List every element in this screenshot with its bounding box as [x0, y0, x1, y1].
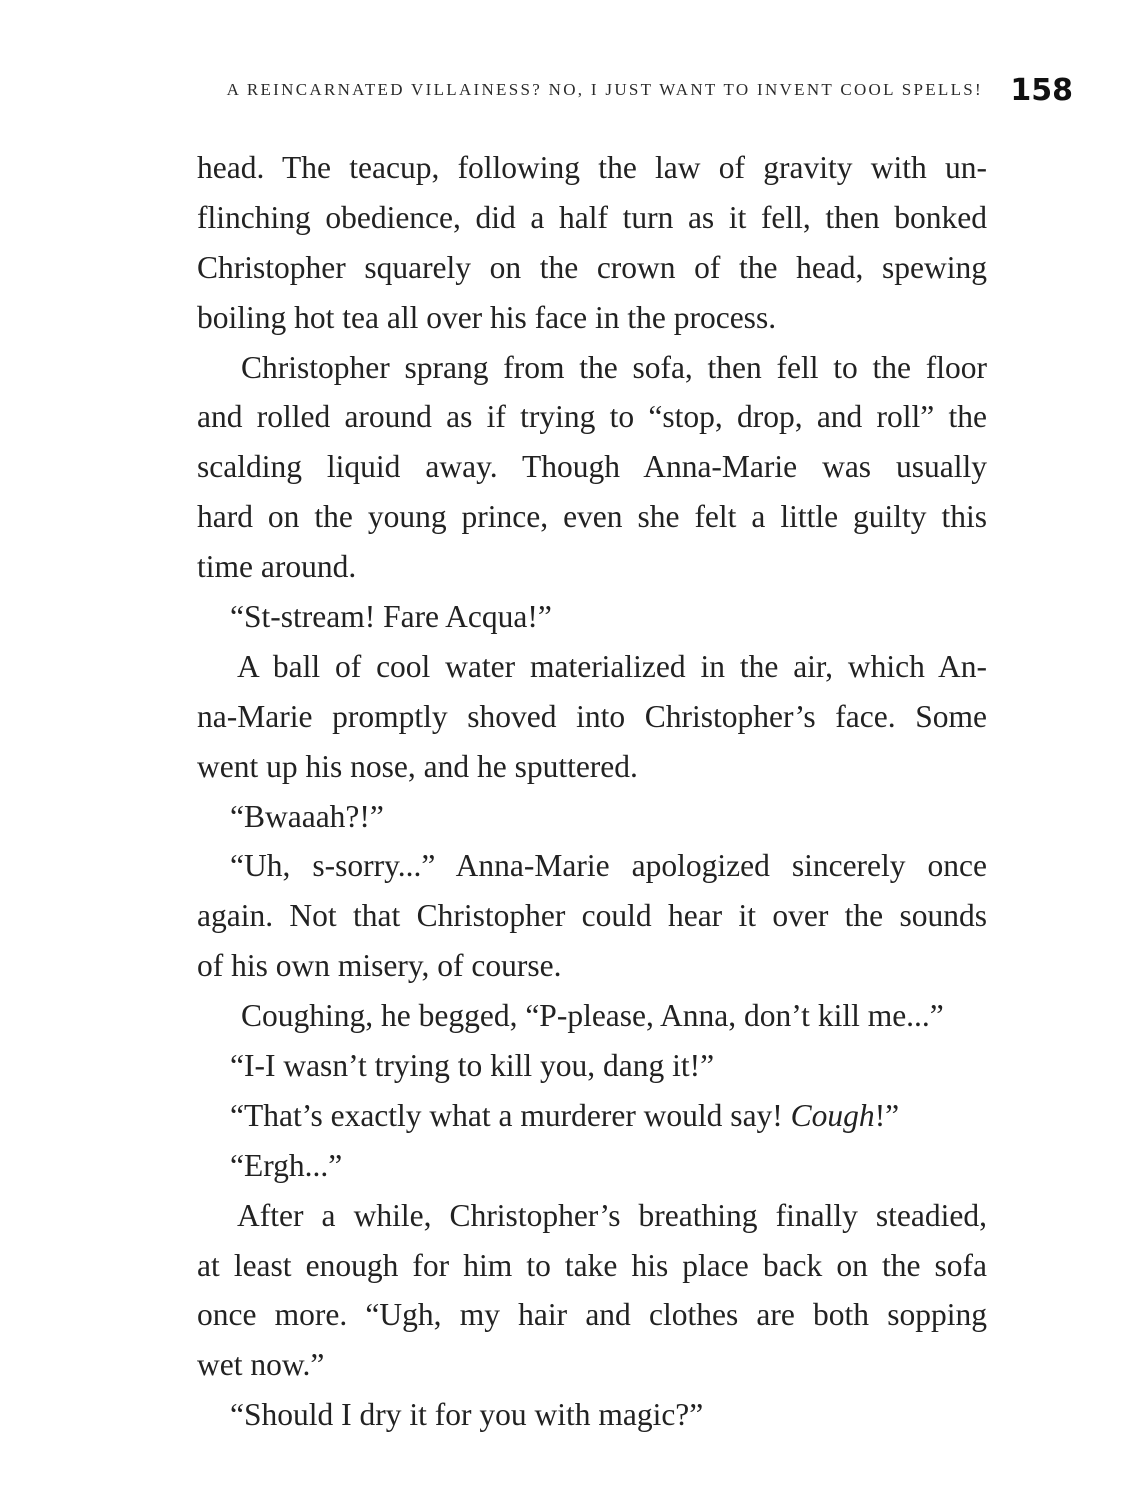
paragraph: [197, 991, 987, 1041]
text-line: Christopher sprang from the sofa, then fell to the floor: [241, 349, 987, 385]
paragraph: [197, 143, 987, 343]
text-line: A ball of cool water materialized in the air, which An-: [237, 648, 987, 684]
text-line: and rolled around as if trying to “stop, drop, and roll” the: [197, 399, 987, 435]
text-line: once more. “Ugh, my hair and clothes are both sopping: [197, 1297, 987, 1333]
dialogue-line: [197, 792, 987, 842]
italic-text: Cough: [790, 1097, 875, 1133]
text-line: [197, 1091, 987, 1141]
dialogue-line: [197, 592, 987, 642]
dialogue-line: [197, 1390, 987, 1440]
text-line: hard on the young prince, even she felt a little guilty this: [197, 499, 987, 535]
text-line: Christopher squarely on the crown of the head, spewing: [197, 249, 987, 285]
text-line: “Ergh...”: [230, 1147, 343, 1183]
text-line: again. Not that Christopher could hear it over the sounds: [197, 898, 987, 934]
body-text: [197, 143, 987, 1440]
text-line: scalding liquid away. Though Anna-Marie was usually: [197, 449, 987, 485]
text-line: boiling hot tea all over his face in the process.: [197, 299, 777, 335]
text-line: “St-stream! Fare Acqua!”: [230, 599, 552, 635]
paragraph: [197, 642, 987, 792]
paragraph: [197, 841, 987, 991]
text-line: went up his nose, and he sputtered.: [197, 748, 638, 784]
text-line: After a while, Christopher’s breathing finally steadied,: [237, 1197, 987, 1233]
text-line: “Uh, s-sorry...” Anna-Marie apologized sincerely once: [230, 848, 987, 884]
running-header: [0, 72, 1123, 112]
text-segment: “That’s exactly what a murderer would say!: [230, 1097, 791, 1133]
paragraph: [197, 1191, 987, 1391]
dialogue-line: [197, 1041, 987, 1091]
text-line: of his own misery, of course.: [197, 948, 562, 984]
text-line: “I-I wasn’t trying to kill you, dang it!”: [230, 1048, 715, 1084]
text-line: head. The teacup, following the law of gravity with un-: [197, 150, 987, 185]
text-line: “Bwaaah?!”: [230, 798, 384, 834]
book-title: A REINCARNATED VILLAINESS? NO, I JUST WANT TO INVENT COOL SPELLS!: [226, 80, 983, 99]
text-line: Coughing, he begged, “P-please, Anna, don’t kill me...”: [241, 998, 944, 1034]
paragraph: [197, 343, 987, 592]
text-line: wet now.”: [197, 1347, 325, 1383]
text-line: “Should I dry it for you with magic?”: [230, 1397, 704, 1433]
text-line: at least enough for him to take his place back on the sofa: [197, 1247, 987, 1283]
dialogue-line: [197, 1141, 987, 1191]
text-line: time around.: [197, 549, 357, 585]
text-segment: !”: [874, 1097, 900, 1133]
text-line: na-Marie promptly shoved into Christopher’s face. Some: [197, 698, 987, 734]
page-number: 158: [1010, 73, 1073, 108]
dialogue-line: [197, 1091, 987, 1141]
text-line: flinching obedience, did a half turn as it fell, then bonked: [197, 199, 987, 235]
